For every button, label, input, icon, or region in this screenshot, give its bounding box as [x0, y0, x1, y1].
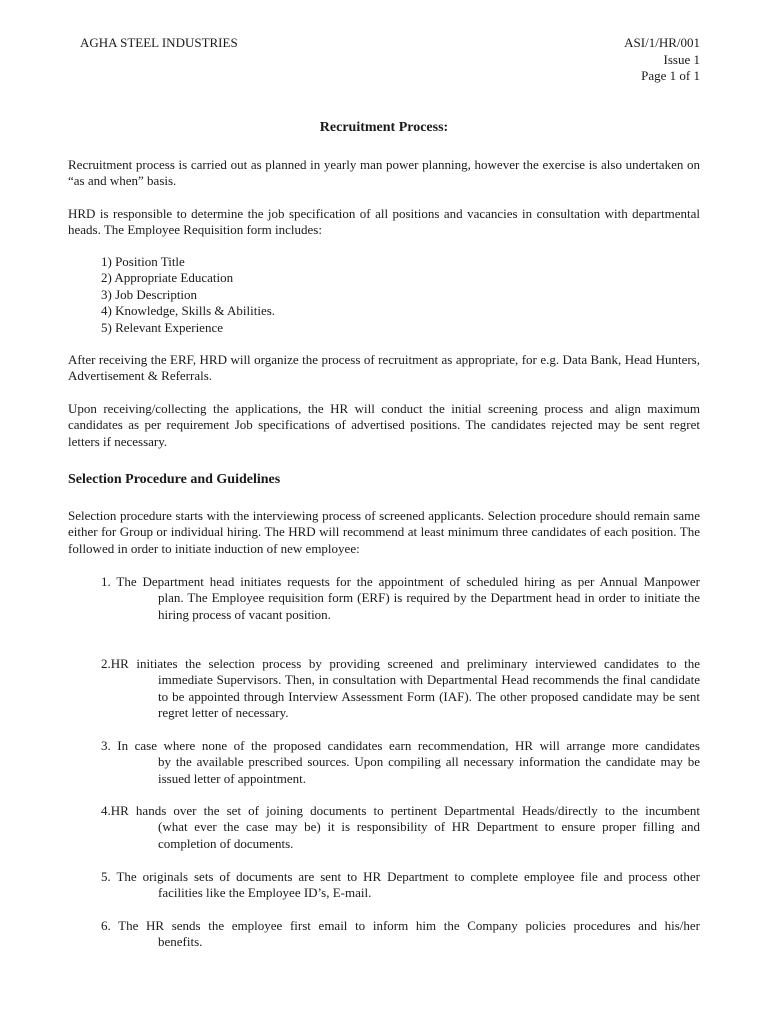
intro-paragraph-3: After receiving the ERF, HRD will organize the process of recruitment as appropriate, for e.g. Data Bank, Head Hunters, Advertisement & Referrals.: [68, 352, 700, 384]
intro-paragraph-4: Upon receiving/collecting the applications, the HR will conduct the initial screening process and align maximum candidates as per requirement Job specifications of advertised positions. The candidates rejected may be sent regret letters if necessary.: [68, 401, 700, 449]
issue-number: Issue 1: [663, 51, 700, 67]
step-first-line: 1. The Department head initiates requests for the appointment of scheduled hiring as per Annual Manpower: [101, 574, 700, 589]
step-continuation: (what ever the case may be) it is responsibility of HR Department to ensure proper filling and completion of documents.: [158, 819, 700, 851]
page-number: Page 1 of 1: [641, 68, 700, 83]
selection-step-1: [101, 574, 700, 623]
selection-heading: Selection Procedure and Guidelines: [68, 472, 281, 487]
list-item: 5) Relevant Experience: [101, 319, 223, 335]
selection-step-6: [101, 918, 700, 951]
intro-paragraph-1: Recruitment process is carried out as planned in yearly man power planning, however the exercise is also undertaken on “as and when” basis.: [68, 157, 700, 189]
company-name: AGHA STEEL INDUSTRIES: [80, 35, 238, 50]
list-item: 3) Job Description: [101, 286, 198, 302]
list-item: 2) Appropriate Education: [101, 270, 234, 286]
document-code: ASI/1/HR/001: [624, 35, 700, 50]
document-title: Recruitment Process:: [319, 120, 449, 135]
step-first-line: 5. The originals sets of documents are sent to HR Department to complete employee file and process other: [101, 869, 700, 884]
step-continuation: benefits.: [158, 934, 203, 950]
selection-step-5: [101, 869, 700, 902]
step-first-line: 6. The HR sends the employee first email to inform him the Company policies procedures and his/her: [101, 918, 700, 933]
step-continuation: immediate Supervisors. Then, in consultation with Departmental Head recommends the final candidate to be appointed through Interview Assessment Form (IAF). The other proposed candidate may be sent regret letter of necessary.: [158, 672, 700, 721]
step-continuation: by the available prescribed sources. Upon compiling all necessary information the candidate may be issued letter of appointment.: [158, 754, 700, 786]
selection-step-3: [101, 738, 700, 787]
intro-paragraph-2: HRD is responsible to determine the job specification of all positions and vacancies in consultation with departmental heads. The Employee Requisition form includes:: [68, 206, 700, 238]
list-item: 4) Knowledge, Skills & Abilities.: [101, 303, 276, 319]
selection-intro-paragraph: Selection procedure starts with the interviewing process of screened applicants. Selection procedure should remain same either for Group or individual hiring. The HRD will recommend at least minimum three candidates of each position. The followed in order to initiate induction of new employee:: [68, 508, 700, 556]
selection-step-2: [101, 656, 700, 722]
step-first-line: 3. In case where none of the proposed candidates earn recommendation, HR will arrange more candidates: [101, 738, 700, 753]
selection-step-4: [101, 803, 700, 852]
requisition-items-list: [101, 254, 275, 336]
step-continuation: plan. The Employee requisition form (ERF) is required by the Department head in order to initiate the hiring process of vacant position.: [158, 590, 700, 622]
step-first-line: 2.HR initiates the selection process by providing screened and preliminary interviewed candidates to the: [101, 656, 700, 671]
step-continuation: facilities like the Employee ID’s, E-mail.: [158, 885, 372, 901]
list-item: 1) Position Title: [101, 254, 185, 269]
document-reference-block: [624, 35, 700, 85]
step-first-line: 4.HR hands over the set of joining documents to pertinent Departmental Heads/directly to the incumbent: [101, 803, 700, 818]
